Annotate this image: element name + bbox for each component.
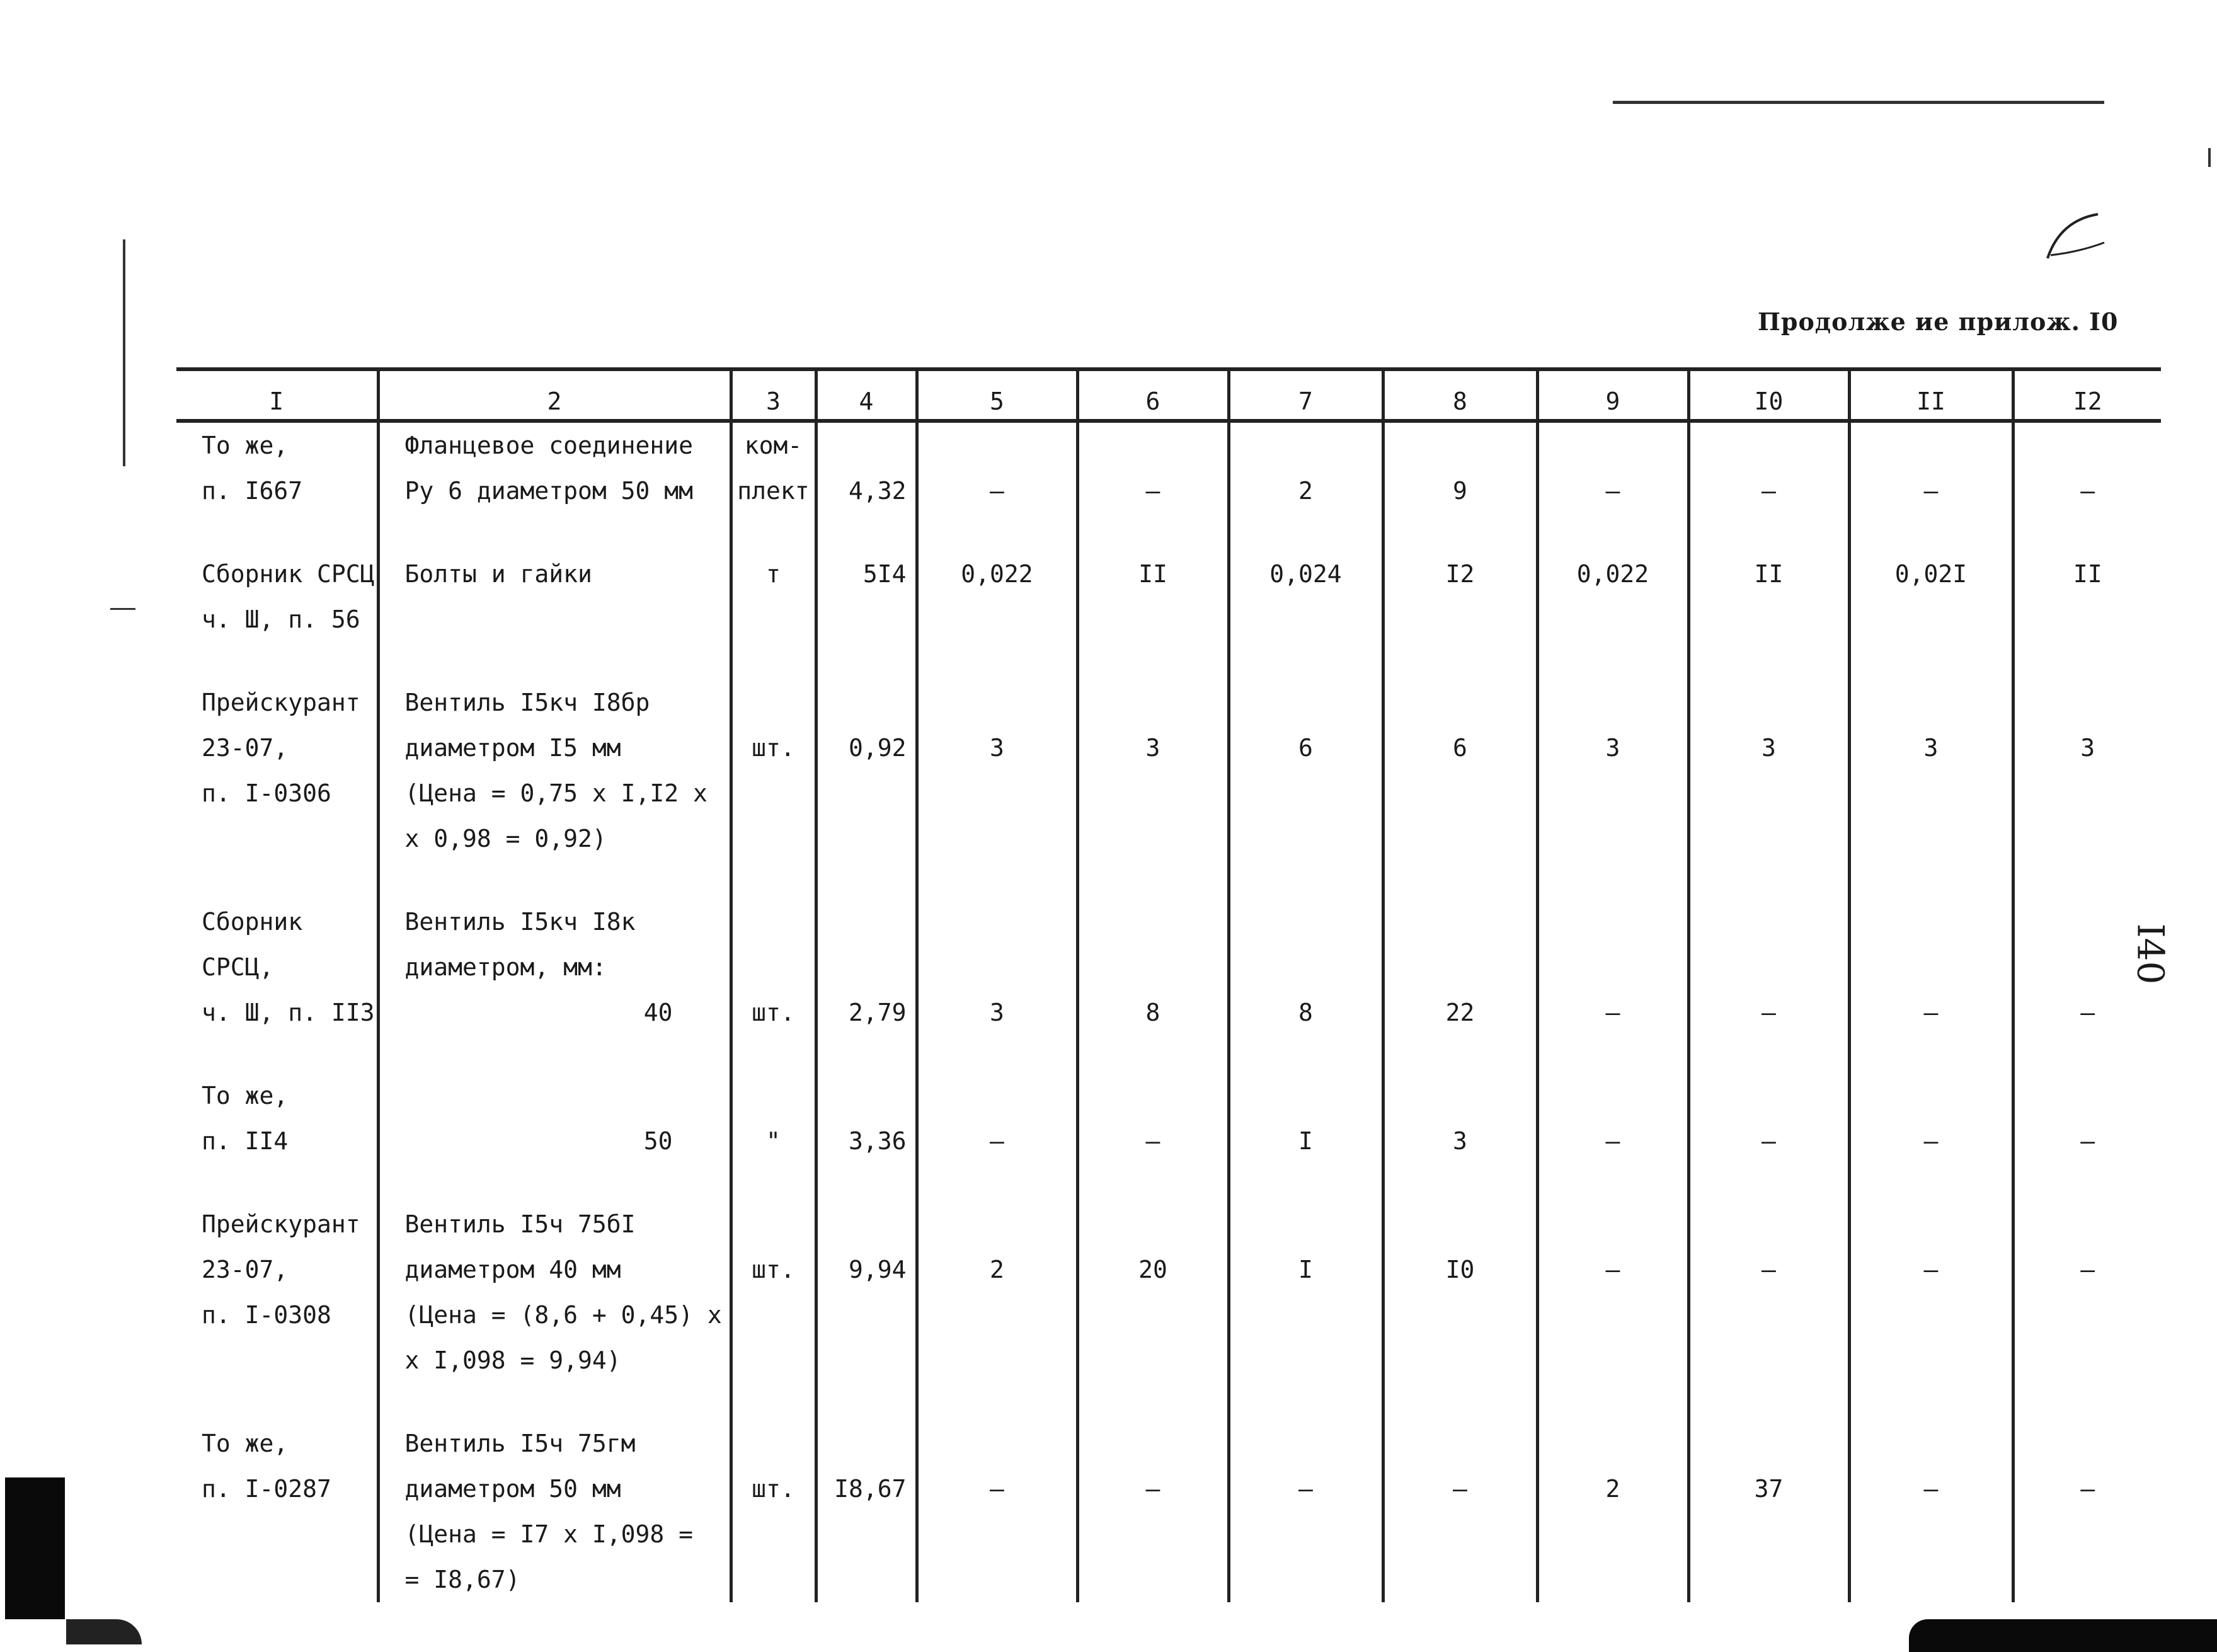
- column-header: 3: [731, 369, 816, 421]
- row-spacer: [176, 1383, 2161, 1421]
- value-cell: –: [1849, 1421, 2013, 1602]
- price-cell: 0,92: [816, 680, 917, 861]
- value-cell: –: [1688, 421, 1849, 513]
- source-line: То же,: [202, 1082, 289, 1110]
- unit-cell: шт.: [731, 1421, 816, 1602]
- value-cell: 9: [1383, 421, 1537, 513]
- price-cell: I8,67: [816, 1421, 917, 1602]
- source-cell: [176, 551, 378, 642]
- unit-cell: ": [731, 1073, 816, 1164]
- column-number-row: [176, 369, 2161, 421]
- name-cell: [378, 421, 731, 513]
- scan-edge-shadow: [5, 1477, 65, 1619]
- source-line: п. I-0308: [202, 1301, 331, 1329]
- value-cell: –: [1229, 1421, 1383, 1602]
- value-cell: 3: [1383, 1073, 1537, 1164]
- column-header: I2: [2013, 369, 2161, 421]
- unit-cell: шт.: [731, 680, 816, 861]
- value-cell: –: [2013, 899, 2161, 1035]
- value-cell: 2: [917, 1202, 1077, 1383]
- column-header: I: [176, 369, 378, 421]
- column-header: 5: [917, 369, 1077, 421]
- name-cell: [378, 1202, 731, 1383]
- value-cell: 0,022: [1537, 551, 1688, 642]
- value-cell: –: [1688, 1073, 1849, 1164]
- value-cell: –: [917, 1421, 1077, 1602]
- column-header: 2: [378, 369, 731, 421]
- source-cell: [176, 1421, 378, 1602]
- scan-smudge: [66, 1619, 142, 1644]
- name-line: Болты и гайки: [404, 560, 592, 588]
- value-cell: –: [917, 1073, 1077, 1164]
- source-cell: [176, 899, 378, 1035]
- unit-line: ком-: [744, 432, 803, 459]
- value-cell: –: [1537, 1073, 1688, 1164]
- scan-edge-shadow-bottom: [1909, 1619, 2217, 1652]
- name-line: диаметром 50 мм: [404, 1475, 621, 1503]
- table-row: [176, 1202, 2161, 1383]
- name-line: (Цена = I7 х I,098 =: [404, 1520, 694, 1548]
- value-cell: 20: [1077, 1202, 1229, 1383]
- unit-cell: шт.: [731, 899, 816, 1035]
- row-spacer: [176, 513, 2161, 551]
- source-line: п. I667: [202, 477, 303, 505]
- value-cell: 0,02I: [1849, 551, 2013, 642]
- name-line: Фланцевое соединение: [404, 432, 694, 459]
- source-line: п. II4: [202, 1127, 289, 1155]
- name-line: Ру 6 диаметром 50 мм: [404, 477, 694, 505]
- value-cell: –: [1849, 1202, 2013, 1383]
- value-cell: 3: [2013, 680, 2161, 861]
- name-cell: [378, 1421, 731, 1602]
- source-line: Сборник: [202, 908, 303, 936]
- name-line: диаметром, мм:: [404, 953, 607, 981]
- source-line: То же,: [202, 1430, 289, 1457]
- source-line: п. I-0287: [202, 1475, 331, 1503]
- value-cell: 3: [1537, 680, 1688, 861]
- name-line: Вентиль I5ч 75бI: [404, 1210, 636, 1238]
- source-line: 23-07,: [202, 1256, 289, 1283]
- table-row: [176, 1073, 2161, 1164]
- source-line: Прейскурант: [202, 1210, 360, 1238]
- price-cell: 9,94: [816, 1202, 917, 1383]
- value-cell: –: [1688, 1202, 1849, 1383]
- value-cell: II: [1077, 551, 1229, 642]
- unit-cell: [731, 421, 816, 513]
- value-cell: –: [1077, 1073, 1229, 1164]
- row-spacer: [176, 1164, 2161, 1202]
- value-cell: II: [1688, 551, 1849, 642]
- diameter-value: 50: [643, 1127, 673, 1155]
- value-cell: 0,022: [917, 551, 1077, 642]
- source-line: ч. Ш, п. 56: [202, 605, 360, 633]
- margin-mark-left: [123, 239, 125, 466]
- source-cell: [176, 1073, 378, 1164]
- value-cell: 8: [1229, 899, 1383, 1035]
- price-cell: 2,79: [816, 899, 917, 1035]
- source-cell: [176, 680, 378, 861]
- name-line: Вентиль I5кч I8к: [404, 908, 636, 936]
- source-line: 23-07,: [202, 734, 289, 762]
- handwritten-mark: [2041, 208, 2111, 265]
- top-rule: [1613, 101, 2104, 104]
- name-line: х I,098 = 9,94): [404, 1346, 621, 1374]
- unit-line: плект: [737, 477, 810, 505]
- value-cell: 8: [1077, 899, 1229, 1035]
- name-cell: [378, 899, 731, 1035]
- column-header: 7: [1229, 369, 1383, 421]
- value-cell: –: [1077, 1421, 1229, 1602]
- diameter-value: 40: [643, 999, 673, 1026]
- name-line: (Цена = 0,75 х I,I2 х: [404, 779, 707, 807]
- value-cell: –: [917, 421, 1077, 513]
- table-row: [176, 551, 2161, 642]
- value-cell: 2: [1229, 421, 1383, 513]
- value-cell: –: [2013, 1421, 2161, 1602]
- value-cell: I: [1229, 1073, 1383, 1164]
- value-cell: –: [1688, 899, 1849, 1035]
- source-line: Прейскурант: [202, 689, 360, 716]
- column-header: 8: [1383, 369, 1537, 421]
- value-cell: I2: [1383, 551, 1537, 642]
- row-spacer: [176, 1035, 2161, 1073]
- name-line: (Цена = (8,6 + 0,45) х: [404, 1301, 722, 1329]
- column-header: 4: [816, 369, 917, 421]
- column-header: I0: [1688, 369, 1849, 421]
- table-row: [176, 421, 2161, 513]
- value-cell: 6: [1229, 680, 1383, 861]
- value-cell: 3: [917, 680, 1077, 861]
- value-cell: 3: [1688, 680, 1849, 861]
- table-row: [176, 1421, 2161, 1602]
- price-cell: 5I4: [816, 551, 917, 642]
- price-cell: 3,36: [816, 1073, 917, 1164]
- value-cell: –: [1537, 899, 1688, 1035]
- table-row: [176, 680, 2161, 861]
- name-line: диаметром I5 мм: [404, 734, 621, 762]
- name-line: х 0,98 = 0,92): [404, 825, 607, 852]
- price-cell: 4,32: [816, 421, 917, 513]
- source-line: То же,: [202, 432, 289, 459]
- source-cell: [176, 421, 378, 513]
- unit-cell: т: [731, 551, 816, 642]
- value-cell: II: [2013, 551, 2161, 642]
- materials-table: [176, 367, 2161, 1602]
- value-cell: –: [1383, 1421, 1537, 1602]
- unit-cell: шт.: [731, 1202, 816, 1383]
- value-cell: I0: [1383, 1202, 1537, 1383]
- value-cell: –: [2013, 421, 2161, 513]
- value-cell: 3: [1849, 680, 2013, 861]
- value-cell: 3: [917, 899, 1077, 1035]
- source-line: ч. Ш, п. II3: [202, 999, 375, 1026]
- row-spacer: [176, 642, 2161, 680]
- name-cell: [378, 680, 731, 861]
- table-row: [176, 899, 2161, 1035]
- source-line: п. I-0306: [202, 779, 331, 807]
- value-cell: 3: [1077, 680, 1229, 861]
- value-cell: 0,024: [1229, 551, 1383, 642]
- column-header: II: [1849, 369, 2013, 421]
- value-cell: –: [2013, 1202, 2161, 1383]
- value-cell: –: [1849, 1073, 2013, 1164]
- value-cell: –: [1849, 421, 2013, 513]
- name-line: = I8,67): [404, 1566, 520, 1593]
- row-spacer: [176, 861, 2161, 899]
- name-line: диаметром 40 мм: [404, 1256, 621, 1283]
- value-cell: –: [1537, 421, 1688, 513]
- value-cell: –: [1537, 1202, 1688, 1383]
- value-cell: 6: [1383, 680, 1537, 861]
- value-cell: I: [1229, 1202, 1383, 1383]
- name-line: Вентиль I5ч 75гм: [404, 1430, 636, 1457]
- source-line: Сборник СРСЦ: [202, 560, 375, 588]
- name-cell: [378, 1073, 731, 1164]
- column-header: 6: [1077, 369, 1229, 421]
- value-cell: –: [1077, 421, 1229, 513]
- margin-dash: [110, 608, 135, 610]
- value-cell: 37: [1688, 1421, 1849, 1602]
- page-number: I40: [2129, 923, 2172, 985]
- name-cell: [378, 551, 731, 642]
- column-header: 9: [1537, 369, 1688, 421]
- value-cell: –: [2013, 1073, 2161, 1164]
- source-line: СРСЦ,: [202, 953, 274, 981]
- value-cell: 22: [1383, 899, 1537, 1035]
- name-line: Вентиль I5кч I8бр: [404, 689, 650, 716]
- value-cell: 2: [1537, 1421, 1688, 1602]
- continuation-heading: Продолже ие прилож. I0: [1758, 307, 2119, 336]
- value-cell: –: [1849, 899, 2013, 1035]
- source-cell: [176, 1202, 378, 1383]
- margin-mark-right: [2208, 148, 2211, 167]
